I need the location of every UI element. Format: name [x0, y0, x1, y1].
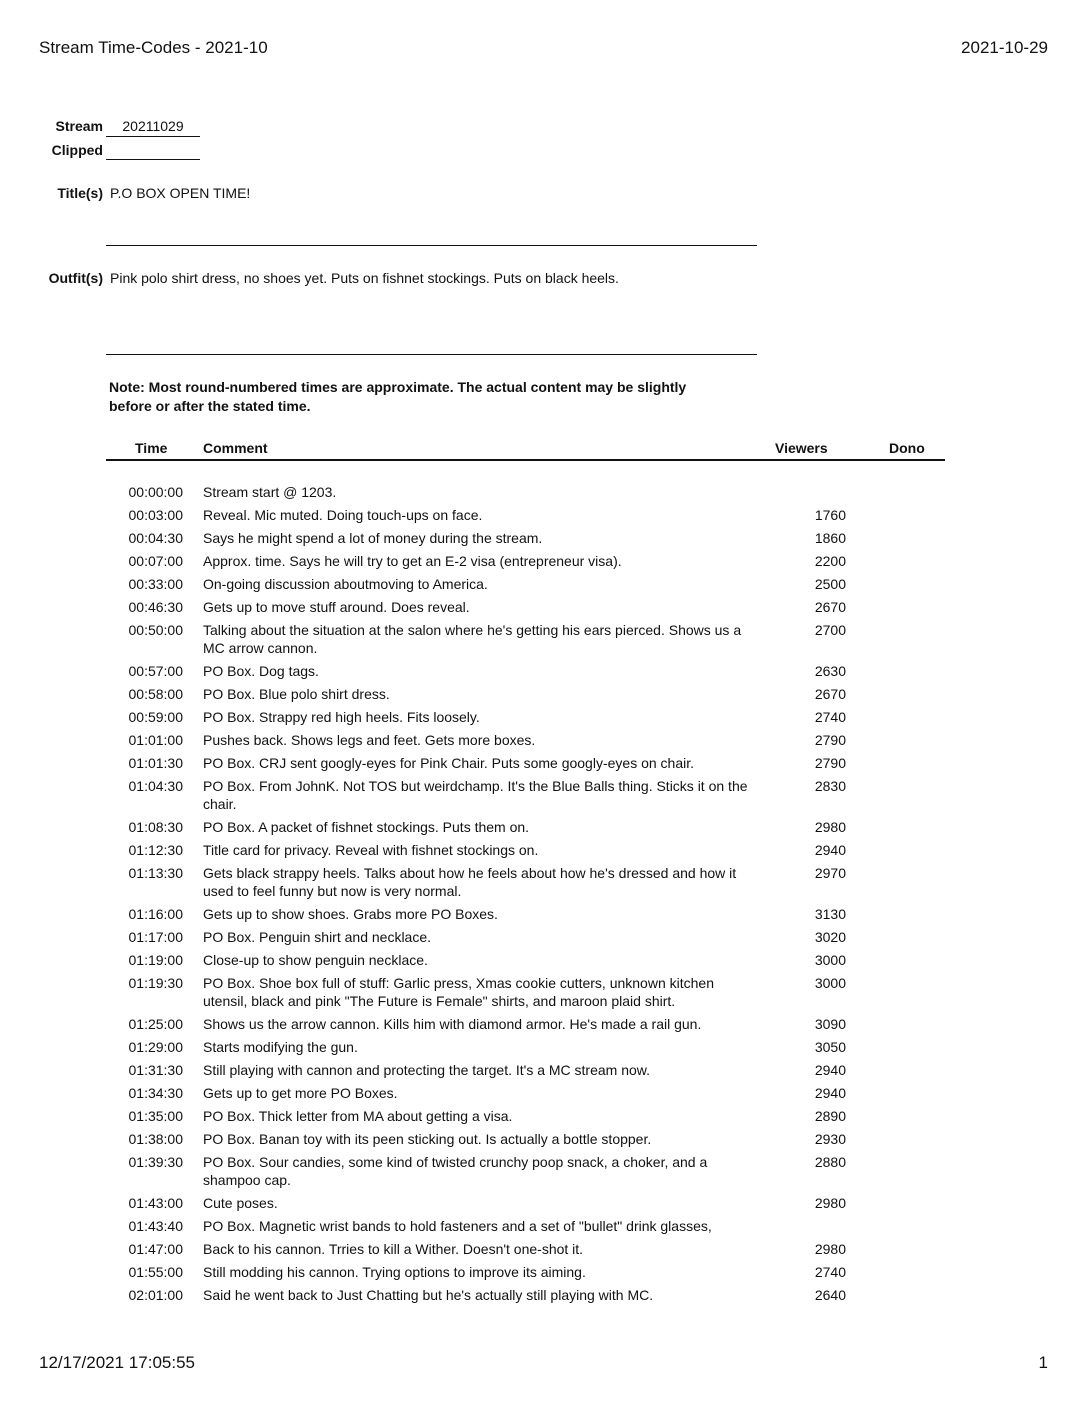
- table-row: [106, 818, 945, 841]
- row-viewers: 2640: [814, 1287, 846, 1303]
- table-row: [106, 662, 945, 685]
- row-viewers: 2790: [814, 755, 846, 771]
- table-row: [106, 1263, 945, 1286]
- table-row: [106, 905, 945, 928]
- table-row: [106, 1038, 945, 1061]
- column-header-comment: Comment: [203, 440, 268, 456]
- row-time: 01:01:00: [128, 732, 183, 748]
- row-time: 01:08:30: [128, 819, 183, 835]
- page-number: 1: [1038, 1353, 1048, 1372]
- row-comment: Stream start @ 1203.: [203, 484, 337, 500]
- row-time: 01:29:00: [128, 1039, 183, 1055]
- row-comment: Gets up to show shoes. Grabs more PO Boxes.: [203, 906, 498, 922]
- row-comment: Approx. time. Says he will try to get an E-2 visa (entrepreneur visa).: [203, 553, 622, 569]
- table-row: [106, 1153, 945, 1194]
- row-viewers: 2940: [814, 1062, 846, 1078]
- row-viewers: 3000: [814, 975, 846, 991]
- row-comment: PO Box. Dog tags.: [203, 663, 319, 679]
- row-comment: PO Box. From JohnK. Not TOS but weirdchamp. It's the Blue Balls thing. Sticks it on the chair.: [203, 778, 748, 812]
- row-time: 00:04:30: [128, 530, 183, 546]
- row-comment: Talking about the situation at the salon where he's getting his ears pierced. Shows us a MC arrow cannon.: [203, 622, 742, 656]
- row-comment: PO Box. CRJ sent googly-eyes for Pink Chair. Puts some googly-eyes on chair.: [203, 755, 695, 771]
- row-viewers: 2700: [814, 622, 846, 638]
- row-viewers: 2500: [814, 576, 846, 592]
- table-row: [106, 1107, 945, 1130]
- row-viewers: 1860: [814, 530, 846, 546]
- row-time: 01:13:30: [128, 865, 183, 881]
- table-row: [106, 1130, 945, 1153]
- row-time: 00:03:00: [128, 507, 183, 523]
- table-row: [106, 1286, 945, 1309]
- row-time: 01:12:30: [128, 842, 183, 858]
- row-comment: PO Box. Blue polo shirt dress.: [203, 686, 390, 702]
- table-row: [106, 777, 945, 818]
- table-row: [106, 1015, 945, 1038]
- row-viewers: 2790: [814, 732, 846, 748]
- row-comment: Gets up to move stuff around. Does reveal.: [203, 599, 470, 615]
- clipped-value: [106, 142, 200, 160]
- row-viewers: 2740: [814, 1264, 846, 1280]
- row-comment: PO Box. Thick letter from MA about getting a visa.: [203, 1108, 513, 1124]
- table-row: [106, 754, 945, 777]
- table-row: [106, 552, 945, 575]
- row-time: 00:58:00: [128, 686, 183, 702]
- row-comment: Still modding his cannon. Trying options to improve its aiming.: [203, 1264, 586, 1280]
- row-time: 01:43:40: [128, 1218, 183, 1234]
- table-row: [106, 951, 945, 974]
- row-viewers: 2740: [814, 709, 846, 725]
- title-rule: [106, 245, 757, 246]
- row-time: 01:31:30: [128, 1062, 183, 1078]
- row-viewers: 3000: [814, 952, 846, 968]
- table-row: [106, 483, 945, 506]
- column-header-viewers: Viewers: [775, 440, 828, 456]
- row-viewers: 3130: [814, 906, 846, 922]
- row-comment: PO Box. Magnetic wrist bands to hold fasteners and a set of "bullet" drink glasses,: [203, 1218, 712, 1234]
- row-comment: PO Box. Penguin shirt and necklace.: [203, 929, 432, 945]
- row-comment: PO Box. Sour candies, some kind of twisted crunchy poop snack, a choker, and a shampoo cap.: [203, 1154, 708, 1188]
- row-viewers: 3050: [814, 1039, 846, 1055]
- table-row: [106, 598, 945, 621]
- row-viewers: 2670: [814, 686, 846, 702]
- row-comment: On-going discussion aboutmoving to America.: [203, 576, 488, 592]
- row-time: 01:35:00: [128, 1108, 183, 1124]
- table-row: [106, 1194, 945, 1217]
- table-row: [106, 1084, 945, 1107]
- table-row: [106, 1061, 945, 1084]
- table-row: [106, 864, 945, 905]
- row-comment: PO Box. Strappy red high heels. Fits loosely.: [203, 709, 480, 725]
- header-date: 2021-10-29: [961, 38, 1048, 57]
- stream-value: 20211029: [106, 118, 200, 137]
- row-viewers: 2670: [814, 599, 846, 615]
- row-viewers: 3090: [814, 1016, 846, 1032]
- row-time: 01:43:00: [128, 1195, 183, 1211]
- row-comment: PO Box. A packet of fishnet stockings. Puts them on.: [203, 819, 530, 835]
- row-time: 00:57:00: [128, 663, 183, 679]
- row-time: 00:46:30: [128, 599, 183, 615]
- table-row: [106, 1240, 945, 1263]
- table-row: [106, 621, 945, 662]
- row-comment: Gets up to get more PO Boxes.: [203, 1085, 398, 1101]
- row-viewers: 2980: [814, 1195, 846, 1211]
- row-time: 01:19:00: [128, 952, 183, 968]
- timecode-table: [106, 483, 945, 1309]
- row-time: 00:33:00: [128, 576, 183, 592]
- row-comment: Close-up to show penguin necklace.: [203, 952, 428, 968]
- row-comment: Said he went back to Just Chatting but he's actually still playing with MC.: [203, 1287, 654, 1303]
- column-header-time: Time: [135, 440, 168, 456]
- row-time: 01:34:30: [128, 1085, 183, 1101]
- row-comment: Reveal. Mic muted. Doing touch-ups on face.: [203, 507, 483, 523]
- row-viewers: 2970: [814, 865, 846, 881]
- row-time: 01:38:00: [128, 1131, 183, 1147]
- row-time: 00:50:00: [128, 622, 183, 638]
- row-viewers: 2980: [814, 819, 846, 835]
- row-comment: Says he might spend a lot of money during the stream.: [203, 530, 543, 546]
- row-time: 00:59:00: [128, 709, 183, 725]
- row-comment: Still playing with cannon and protecting the target. It's a MC stream now.: [203, 1062, 651, 1078]
- row-comment: Shows us the arrow cannon. Kills him with diamond armor. He's made a rail gun.: [203, 1016, 702, 1032]
- row-time: 01:17:00: [128, 929, 183, 945]
- table-row: [106, 506, 945, 529]
- row-viewers: 2830: [814, 778, 846, 794]
- stream-label: Stream: [55, 118, 103, 134]
- row-time: 01:19:30: [128, 975, 183, 991]
- row-comment: Pushes back. Shows legs and feet. Gets more boxes.: [203, 732, 536, 748]
- note-text: Note: Most round-numbered times are approximate. The actual content may be slightly before or after the stated time.: [109, 379, 687, 414]
- row-viewers: 3020: [814, 929, 846, 945]
- row-comment: PO Box. Banan toy with its peen sticking out. Is actually a bottle stopper.: [203, 1131, 652, 1147]
- outfit-rule: [106, 354, 757, 355]
- row-time: 01:01:30: [128, 755, 183, 771]
- row-time: 00:00:00: [128, 484, 183, 500]
- table-row: [106, 1217, 945, 1240]
- row-viewers: 2940: [814, 842, 846, 858]
- table-row: [106, 575, 945, 598]
- header-rule: [106, 459, 945, 461]
- row-time: 01:16:00: [128, 906, 183, 922]
- table-row: [106, 731, 945, 754]
- row-time: 02:01:00: [128, 1287, 183, 1303]
- row-time: 00:07:00: [128, 553, 183, 569]
- footer-timestamp: 12/17/2021 17:05:55: [39, 1353, 195, 1372]
- row-comment: Title card for privacy. Reveal with fishnet stockings on.: [203, 842, 539, 858]
- row-comment: Starts modifying the gun.: [203, 1039, 358, 1055]
- row-time: 01:04:30: [128, 778, 183, 794]
- row-viewers: 2980: [814, 1241, 846, 1257]
- row-comment: Cute poses.: [203, 1195, 278, 1211]
- table-row: [106, 974, 945, 1015]
- row-comment: Gets black strappy heels. Talks about how he feels about how he's dressed and how it used to feel funny but now is very normal.: [203, 865, 737, 899]
- column-header-dono: Dono: [889, 440, 925, 456]
- row-viewers: 2890: [814, 1108, 846, 1124]
- table-row: [106, 685, 945, 708]
- table-row: [106, 708, 945, 731]
- row-time: 01:25:00: [128, 1016, 183, 1032]
- title-label: Title(s): [57, 185, 103, 201]
- outfit-label: Outfit(s): [48, 270, 103, 286]
- row-viewers: 2930: [814, 1131, 846, 1147]
- table-row: [106, 841, 945, 864]
- table-row: [106, 529, 945, 552]
- title-value: P.O BOX OPEN TIME!: [110, 185, 251, 201]
- row-viewers: 2630: [814, 663, 846, 679]
- row-time: 01:55:00: [128, 1264, 183, 1280]
- document-title: Stream Time-Codes - 2021-10: [39, 38, 268, 57]
- outfit-value: Pink polo shirt dress, no shoes yet. Puts on fishnet stockings. Puts on black heels.: [110, 270, 619, 286]
- row-viewers: 2880: [814, 1154, 846, 1170]
- clipped-label: Clipped: [51, 142, 103, 158]
- row-viewers: 2940: [814, 1085, 846, 1101]
- row-time: 01:47:00: [128, 1241, 183, 1257]
- table-row: [106, 928, 945, 951]
- row-comment: Back to his cannon. Trries to kill a Wither. Doesn't one-shot it.: [203, 1241, 584, 1257]
- row-comment: PO Box. Shoe box full of stuff: Garlic press, Xmas cookie cutters, unknown kitchen utensil, black and pink "The Future is Female" shirts, and maroon plaid shirt.: [203, 975, 714, 1009]
- row-time: 01:39:30: [128, 1154, 183, 1170]
- row-viewers: 1760: [814, 507, 846, 523]
- row-viewers: 2200: [814, 553, 846, 569]
